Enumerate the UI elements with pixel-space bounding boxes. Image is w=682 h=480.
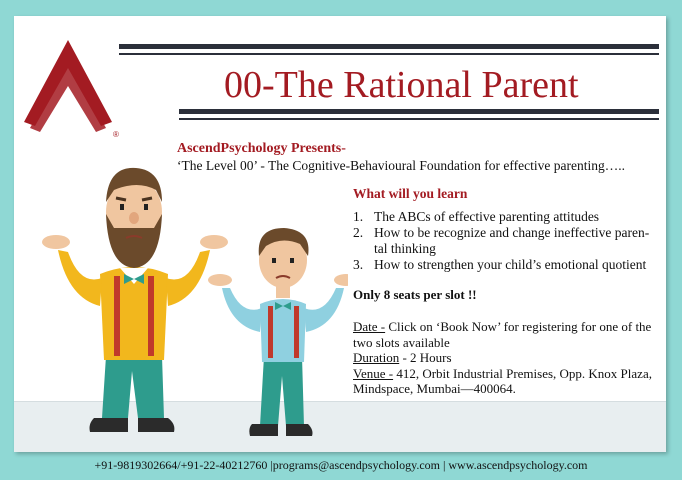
learn-heading: What will you learn [353,186,468,201]
child-figure [208,228,348,436]
contact-footer: +91-9819302664/+91-22-40212760 |programs@ascendpsychology.com | www.ascendpsychology.com [94,458,588,472]
list-item-number: 1. [353,209,364,224]
header-rule-thin [119,53,659,55]
list-item [353,225,658,257]
venue-line [353,366,658,397]
list-item-text: How to strengthen your child’s emotional quotient [374,257,647,272]
title-rule [179,109,659,114]
venue-text: 412, Orbit Industrial Premises, Opp. Knox Plaza, Mindspace, Mumbai—400064. [353,365,652,396]
duration-text: - 2 Hours [399,350,452,365]
duration-label: Duration [353,350,400,365]
list-item-text: How to be recognize and change ineffective paren-tal thinking [374,225,650,256]
presenter-line: AscendPsychology Presents- [177,141,346,156]
list-item [353,209,658,225]
date-label: Date - [353,319,386,334]
event-details [353,319,658,397]
parent-child-illustration [28,156,348,446]
header-rule [119,44,659,49]
father-figure [42,168,228,432]
ascend-logo [22,40,122,140]
venue-label: Venue - [353,365,394,381]
program-subtitle: ‘The Level 00’ - The Cognitive-Behavioural Foundation for effective parenting….. [177,158,625,173]
registered-mark: ® [113,130,119,139]
duration-line [353,350,658,366]
date-line [353,319,658,350]
date-text: Click on ‘Book Now’ for registering for one of the two slots available [353,319,652,350]
learn-list [353,209,658,273]
list-item-number: 3. [353,257,364,272]
list-item [353,257,658,273]
title-rule-thin [179,118,659,120]
page-title: 00-The Rational Parent [224,64,579,106]
seats-notice: Only 8 seats per slot !! [353,287,477,302]
list-item-text: The ABCs of effective parenting attitudes [374,209,600,224]
list-item-number: 2. [353,225,364,240]
flyer-card [14,16,666,452]
